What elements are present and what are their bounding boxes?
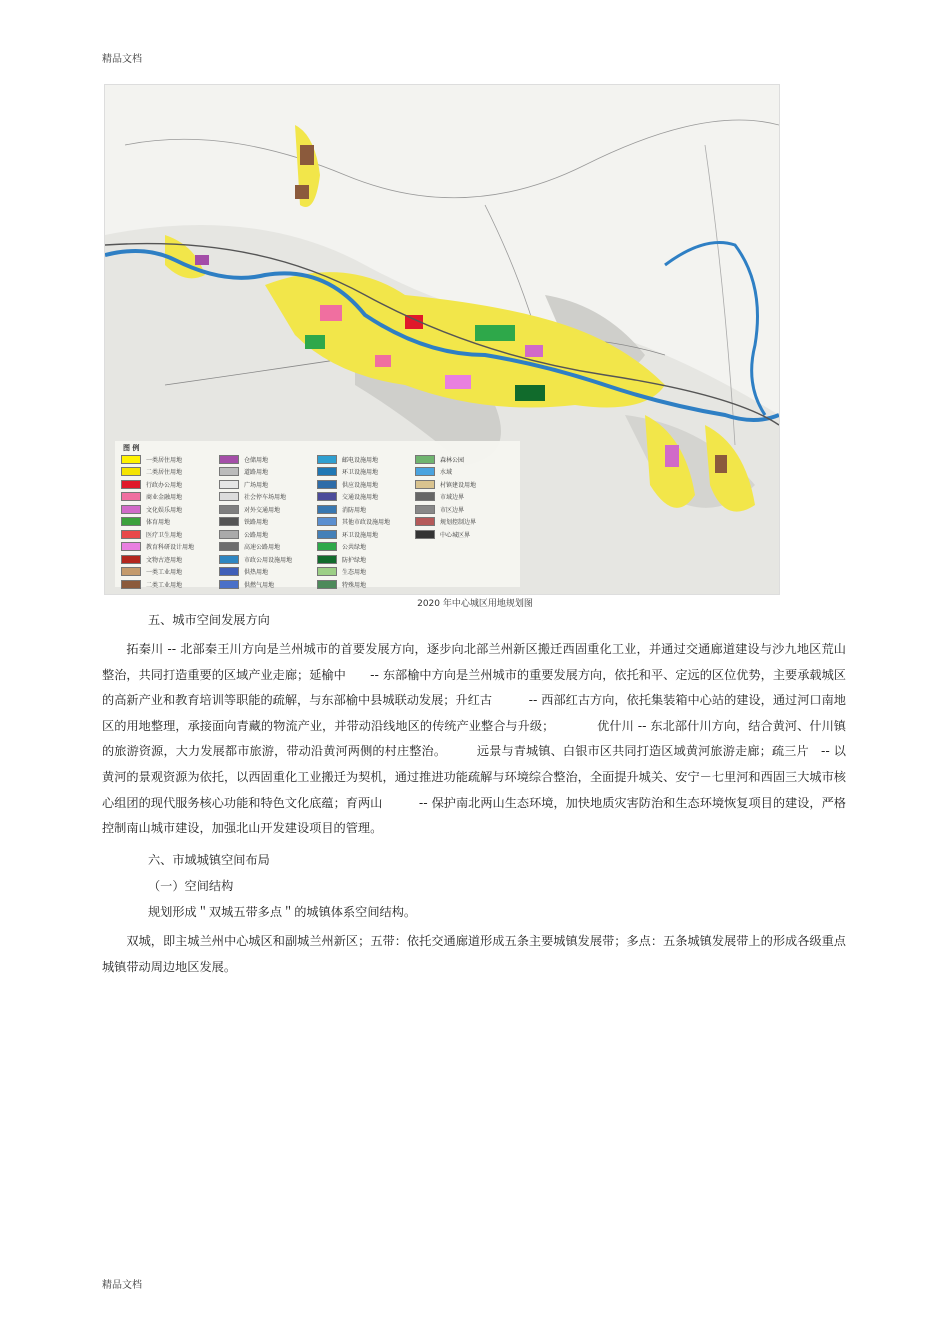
legend-swatch [415, 467, 435, 476]
legend-swatch [121, 455, 141, 464]
legend-swatch [219, 505, 239, 514]
legend-swatch [219, 492, 239, 501]
legend-label: 消防用地 [342, 506, 367, 514]
legend-label: 规划控制边界 [440, 519, 477, 527]
legend-swatch [219, 580, 239, 589]
legend-item [121, 516, 219, 529]
legend-swatch [415, 480, 435, 489]
section5-body [102, 637, 846, 842]
legend-swatch [317, 505, 337, 514]
page-footer: 精品文档 [102, 1280, 142, 1291]
legend-swatch [219, 480, 239, 489]
legend-item [121, 453, 219, 466]
legend-title: 图 例 [123, 444, 140, 452]
legend-grid [121, 453, 513, 591]
legend-label: 供燃气用地 [244, 581, 275, 589]
legend-item [219, 541, 317, 554]
legend-swatch [415, 455, 435, 464]
legend-item [121, 566, 219, 579]
legend-label: 生态用地 [342, 569, 367, 577]
legend-swatch [121, 505, 141, 514]
legend-item [121, 541, 219, 554]
legend-label: 二类工业用地 [146, 581, 183, 589]
legend-label: 社会停车场用地 [244, 494, 287, 502]
legend-label: 体育用地 [146, 519, 171, 527]
legend-item [317, 516, 415, 529]
legend-item [121, 466, 219, 479]
legend-label: 一类居住用地 [146, 456, 183, 464]
section6-paragraph-1: 规划形成＂双城五带多点＂的城镇体系空间结构。 [148, 905, 417, 919]
legend-swatch [219, 542, 239, 551]
legend-label: 一类工业用地 [146, 569, 183, 577]
legend-swatch [317, 517, 337, 526]
legend-label: 市区边界 [440, 506, 465, 514]
legend-label: 文物古迹用地 [146, 556, 183, 564]
legend-label: 商业金融用地 [146, 494, 183, 502]
legend-label: 公路用地 [244, 531, 269, 539]
legend-item [121, 503, 219, 516]
legend-item [317, 503, 415, 516]
legend-label: 教育科研设计用地 [146, 544, 195, 552]
legend-item [219, 578, 317, 591]
legend-swatch [415, 530, 435, 539]
legend-swatch [317, 555, 337, 564]
legend-label: 供应设施用地 [342, 481, 379, 489]
legend-label: 特殊用地 [342, 581, 367, 589]
legend-label: 环卫设施用地 [342, 469, 379, 477]
legend-item [121, 553, 219, 566]
legend-item [121, 528, 219, 541]
legend-label: 防护绿地 [342, 556, 367, 564]
legend-swatch [317, 492, 337, 501]
map-legend [115, 441, 520, 587]
section6-body [102, 929, 846, 980]
legend-label: 交通设施用地 [342, 494, 379, 502]
legend-label: 公共绿地 [342, 544, 367, 552]
legend-item [219, 503, 317, 516]
section6-paragraph-2: 双城，即主城兰州中心城区和副城兰州新区；五带：依托交通廊道形成五条主要城镇发展带；多点：五条城镇发展带上的形成各级重点城镇带动周边地区发展。 [102, 934, 846, 974]
legend-label: 市政公用设施用地 [244, 556, 293, 564]
legend-label: 道路用地 [244, 469, 269, 477]
legend-swatch [121, 530, 141, 539]
legend-label: 铁路用地 [244, 519, 269, 527]
legend-item [121, 491, 219, 504]
legend-item [317, 566, 415, 579]
legend-label: 行政办公用地 [146, 481, 183, 489]
legend-item [415, 516, 513, 529]
legend-item [317, 528, 415, 541]
legend-label: 市域边界 [440, 494, 465, 502]
legend-item [415, 528, 513, 541]
legend-label: 中心城区界 [440, 531, 471, 539]
legend-swatch [219, 567, 239, 576]
legend-label: 高速公路用地 [244, 544, 281, 552]
legend-swatch [219, 517, 239, 526]
legend-item [219, 516, 317, 529]
legend-swatch [219, 467, 239, 476]
legend-item [219, 478, 317, 491]
legend-label: 水域 [440, 469, 453, 477]
legend-item [415, 503, 513, 516]
legend-label: 医疗卫生用地 [146, 531, 183, 539]
legend-swatch [317, 480, 337, 489]
legend-item [415, 466, 513, 479]
legend-swatch [121, 555, 141, 564]
legend-item [317, 578, 415, 591]
legend-label: 广场用地 [244, 481, 269, 489]
figure-caption: 2020 年中心城区用地规划图 [417, 599, 533, 609]
legend-item [121, 478, 219, 491]
page-header: 精品文档 [102, 54, 142, 65]
section5-heading: 五、城市空间发展方向 [148, 613, 270, 627]
legend-item [317, 453, 415, 466]
legend-label: 二类居住用地 [146, 469, 183, 477]
section6-heading: 六、市域城镇空间布局 [148, 853, 270, 867]
legend-swatch [317, 455, 337, 464]
legend-item [219, 453, 317, 466]
legend-label: 仓储用地 [244, 456, 269, 464]
section5-paragraph: 拓秦川 -- 北部秦王川方向是兰州城市的首要发展方向，逐步向北部兰州新区搬迁西固重化工业，并通过交通廊道建设与沙九地区荒山整治，共同打造重要的区域产业走廊；延榆中 -- 东部榆中方向是兰州城市的重要发展方向，依托和平、定远的区位优势，主要承载城区的高新产业和教育培训等职能的疏解，与东部榆中县城联动发展；升红古 -- 西部红古方向，依托集装箱中心站的建设，通过河口南地区的用地整理，承接面向青藏的物流产业，并带动沿线地区的传统产业整合与升级； 优什川 -- 东北部什川方向，结合黄河、什川镇的旅游资源，大力发展都市旅游，带动沿黄河两侧的村庄整治。 远景与青城镇、白银市区共同打造区域黄河旅游走廊；疏三片 -- 以黄河的景观资源为依托，以西固重化工业搬迁为契机，通过推进功能疏解与环境综合整治，全面提升城关、安宁－七里河和西固三大城市核心组团的现代服务核心功能和特色文化底蕴；育两山 -- 保护南北两山生态环境，加快地质灾害防治和生态环境恢复项目的建设，严格控制南山城市建设，加强北山开发建设项目的管理。 [102, 642, 846, 836]
legend-item [121, 578, 219, 591]
legend-swatch [317, 580, 337, 589]
legend-item [219, 528, 317, 541]
legend-item [219, 553, 317, 566]
legend-label: 对外交通用地 [244, 506, 281, 514]
legend-swatch [317, 467, 337, 476]
legend-item [317, 466, 415, 479]
legend-swatch [317, 542, 337, 551]
legend-item [317, 553, 415, 566]
legend-swatch [121, 567, 141, 576]
legend-swatch [219, 555, 239, 564]
legend-label: 森林公园 [440, 456, 465, 464]
legend-label: 文化娱乐用地 [146, 506, 183, 514]
legend-label: 其他市政设施用地 [342, 519, 391, 527]
legend-item [317, 541, 415, 554]
legend-label: 村镇建设用地 [440, 481, 477, 489]
legend-label: 邮电设施用地 [342, 456, 379, 464]
legend-item [219, 491, 317, 504]
legend-swatch [219, 530, 239, 539]
legend-swatch [121, 467, 141, 476]
legend-swatch [219, 455, 239, 464]
legend-swatch [121, 492, 141, 501]
legend-swatch [415, 492, 435, 501]
legend-swatch [317, 567, 337, 576]
legend-item [219, 566, 317, 579]
legend-swatch [121, 480, 141, 489]
legend-swatch [317, 530, 337, 539]
land-use-map [104, 84, 780, 595]
legend-item [415, 491, 513, 504]
section6-subheading: （一）空间结构 [148, 879, 234, 893]
legend-label: 环卫设施用地 [342, 531, 379, 539]
legend-label: 供热用地 [244, 569, 269, 577]
legend-item [415, 478, 513, 491]
legend-item [317, 478, 415, 491]
legend-swatch [415, 505, 435, 514]
legend-swatch [415, 517, 435, 526]
legend-item [415, 453, 513, 466]
legend-item [219, 466, 317, 479]
legend-item [317, 491, 415, 504]
legend-swatch [121, 542, 141, 551]
legend-swatch [121, 580, 141, 589]
legend-swatch [121, 517, 141, 526]
